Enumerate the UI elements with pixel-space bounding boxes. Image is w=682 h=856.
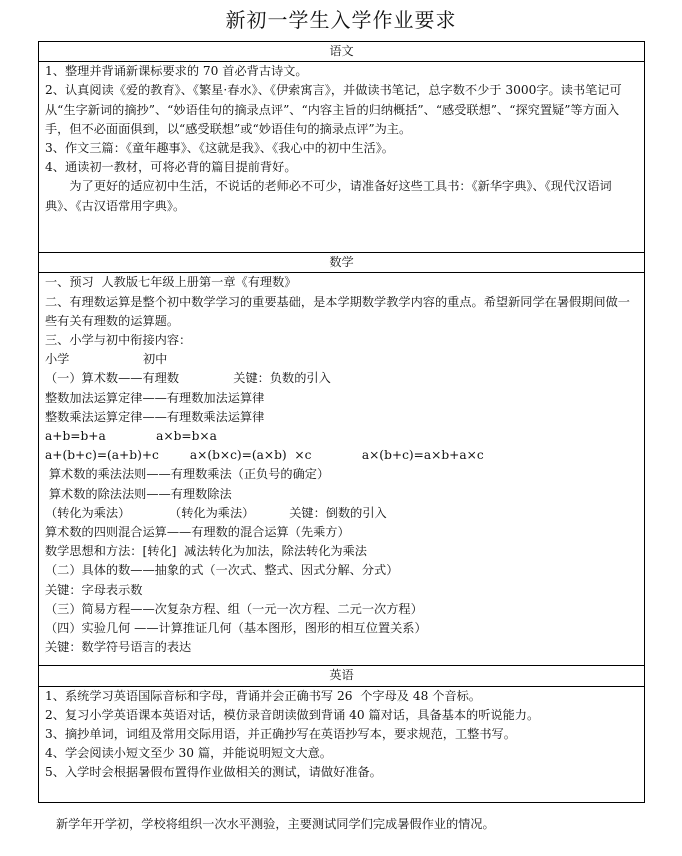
yuwen-item-1: 1、整理并背诵新课标要求的 70 首必背古诗文。 [45, 64, 308, 79]
section-body-shuxue [39, 273, 645, 666]
yuwen-item-3: 3、作文三篇：《童年趣事》、《这就是我》、《我心中的初中生活》。 [45, 141, 394, 156]
requirements-table [38, 41, 645, 803]
yingyu-item-1: 1、系统学习英语国际音标和字母，背诵并会正确书写 26 个字母及 48 个音标。 [45, 688, 481, 703]
section-heading-yuwen: 语文 [39, 42, 645, 62]
shuxue-line: 关键：数学符号语言的表达 [45, 640, 192, 655]
yingyu-item-2: 2、复习小学英语课本英语对话，模仿录音朗读做到背诵 40 篇对话，具备基本的听说能力。 [45, 707, 540, 722]
shuxue-line: 算术数的除法法则——有理数除法 [45, 486, 232, 501]
shuxue-line: （转化为乘法） （转化为乘法） 关键：倒数的引入 [45, 505, 387, 520]
shuxue-line: （三）简易方程——次复杂方程、组（一元一次方程、二元一次方程） [45, 601, 423, 616]
shuxue-line: 三、小学与初中衔接内容： [45, 333, 192, 348]
yuwen-tools-note: 为了更好的适应初中生活，不说话的老师必不可少，请准备好这些工具书：《新华字典》、《现代汉语词典》、《古汉语常用字典》。 [45, 179, 612, 213]
shuxue-line: 算术数的四则混合运算——有理数的混合运算（先乘方） [45, 525, 350, 540]
shuxue-line: 整数乘法运算定律——有理数乘法运算律 [45, 409, 265, 424]
shuxue-line: （四）实验几何 ——计算推证几何（基本图形，图形的相互位置关系） [45, 621, 427, 636]
section-body-yingyu [39, 686, 645, 802]
section-body-yuwen [39, 62, 645, 253]
section-heading-yingyu: 英语 [39, 666, 645, 686]
yuwen-item-4: 4、通读初一教材，可将必背的篇目提前背好。 [45, 160, 297, 175]
shuxue-line: 整数加法运算定律——有理数加法运算律 [45, 390, 265, 405]
shuxue-formula: a+b=b+a a×b=b×a [45, 429, 217, 444]
shuxue-line: 数学思想和方法：[转化] 减法转化为加法，除法转化为乘法 [45, 544, 367, 559]
shuxue-line: 二、有理数运算是整个初中数学学习的重要基础，是本学期数学教学内容的重点。希望新同学在暑假期间做一些有关有理数的运算题。 [45, 294, 630, 328]
shuxue-line: （一）算术数——有理数 关键：负数的引入 [45, 371, 331, 386]
shuxue-line: （二）具体的数——抽象的式（一次式、整式、因式分解、分式） [45, 563, 399, 578]
shuxue-line: 小学 初中 [45, 352, 168, 367]
yingyu-item-4: 4、学会阅读小短文至少 30 篇，并能说明短文大意。 [45, 746, 332, 761]
yuwen-item-2: 2、认真阅读《爱的教育》、《繁星·春水》、《伊索寓言》，并做读书笔记，总字数不少于 3000字。读书笔记可从“生字新词的摘抄”、“妙语佳句的摘录点评”、“内容主旨的归纳概括”、“感受联想”、“探究置疑”等方面入手，但不必面面俱到，以“感受联想”或“妙语佳句的摘录点评”为主。 [45, 83, 622, 136]
footer-note: 新学年开学初，学校将组织一次水平测验，主要测试同学们完成暑假作业的情况。 [56, 817, 495, 831]
yingyu-item-3: 3、摘抄单词，词组及常用交际用语，并正确抄写在英语抄写本，要求规范，工整书写。 [45, 727, 516, 742]
shuxue-line: 关键：字母表示数 [45, 582, 143, 597]
yingyu-item-5: 5、入学时会根据暑假布置得作业做相关的测试，请做好准备。 [45, 765, 382, 780]
page-title: 新初一学生入学作业要求 [225, 8, 457, 32]
section-heading-shuxue: 数学 [39, 253, 645, 273]
shuxue-line: 一、预习 人教版七年级上册第一章《有理数》 [45, 275, 297, 290]
shuxue-line: 算术数的乘法法则——有理数乘法（正负号的确定） [45, 467, 330, 482]
shuxue-formula: a+(b+c)=(a+b)+c a×(b×c)=(a×b) ×c a×(b+c)=a×b+a×c [45, 448, 484, 463]
